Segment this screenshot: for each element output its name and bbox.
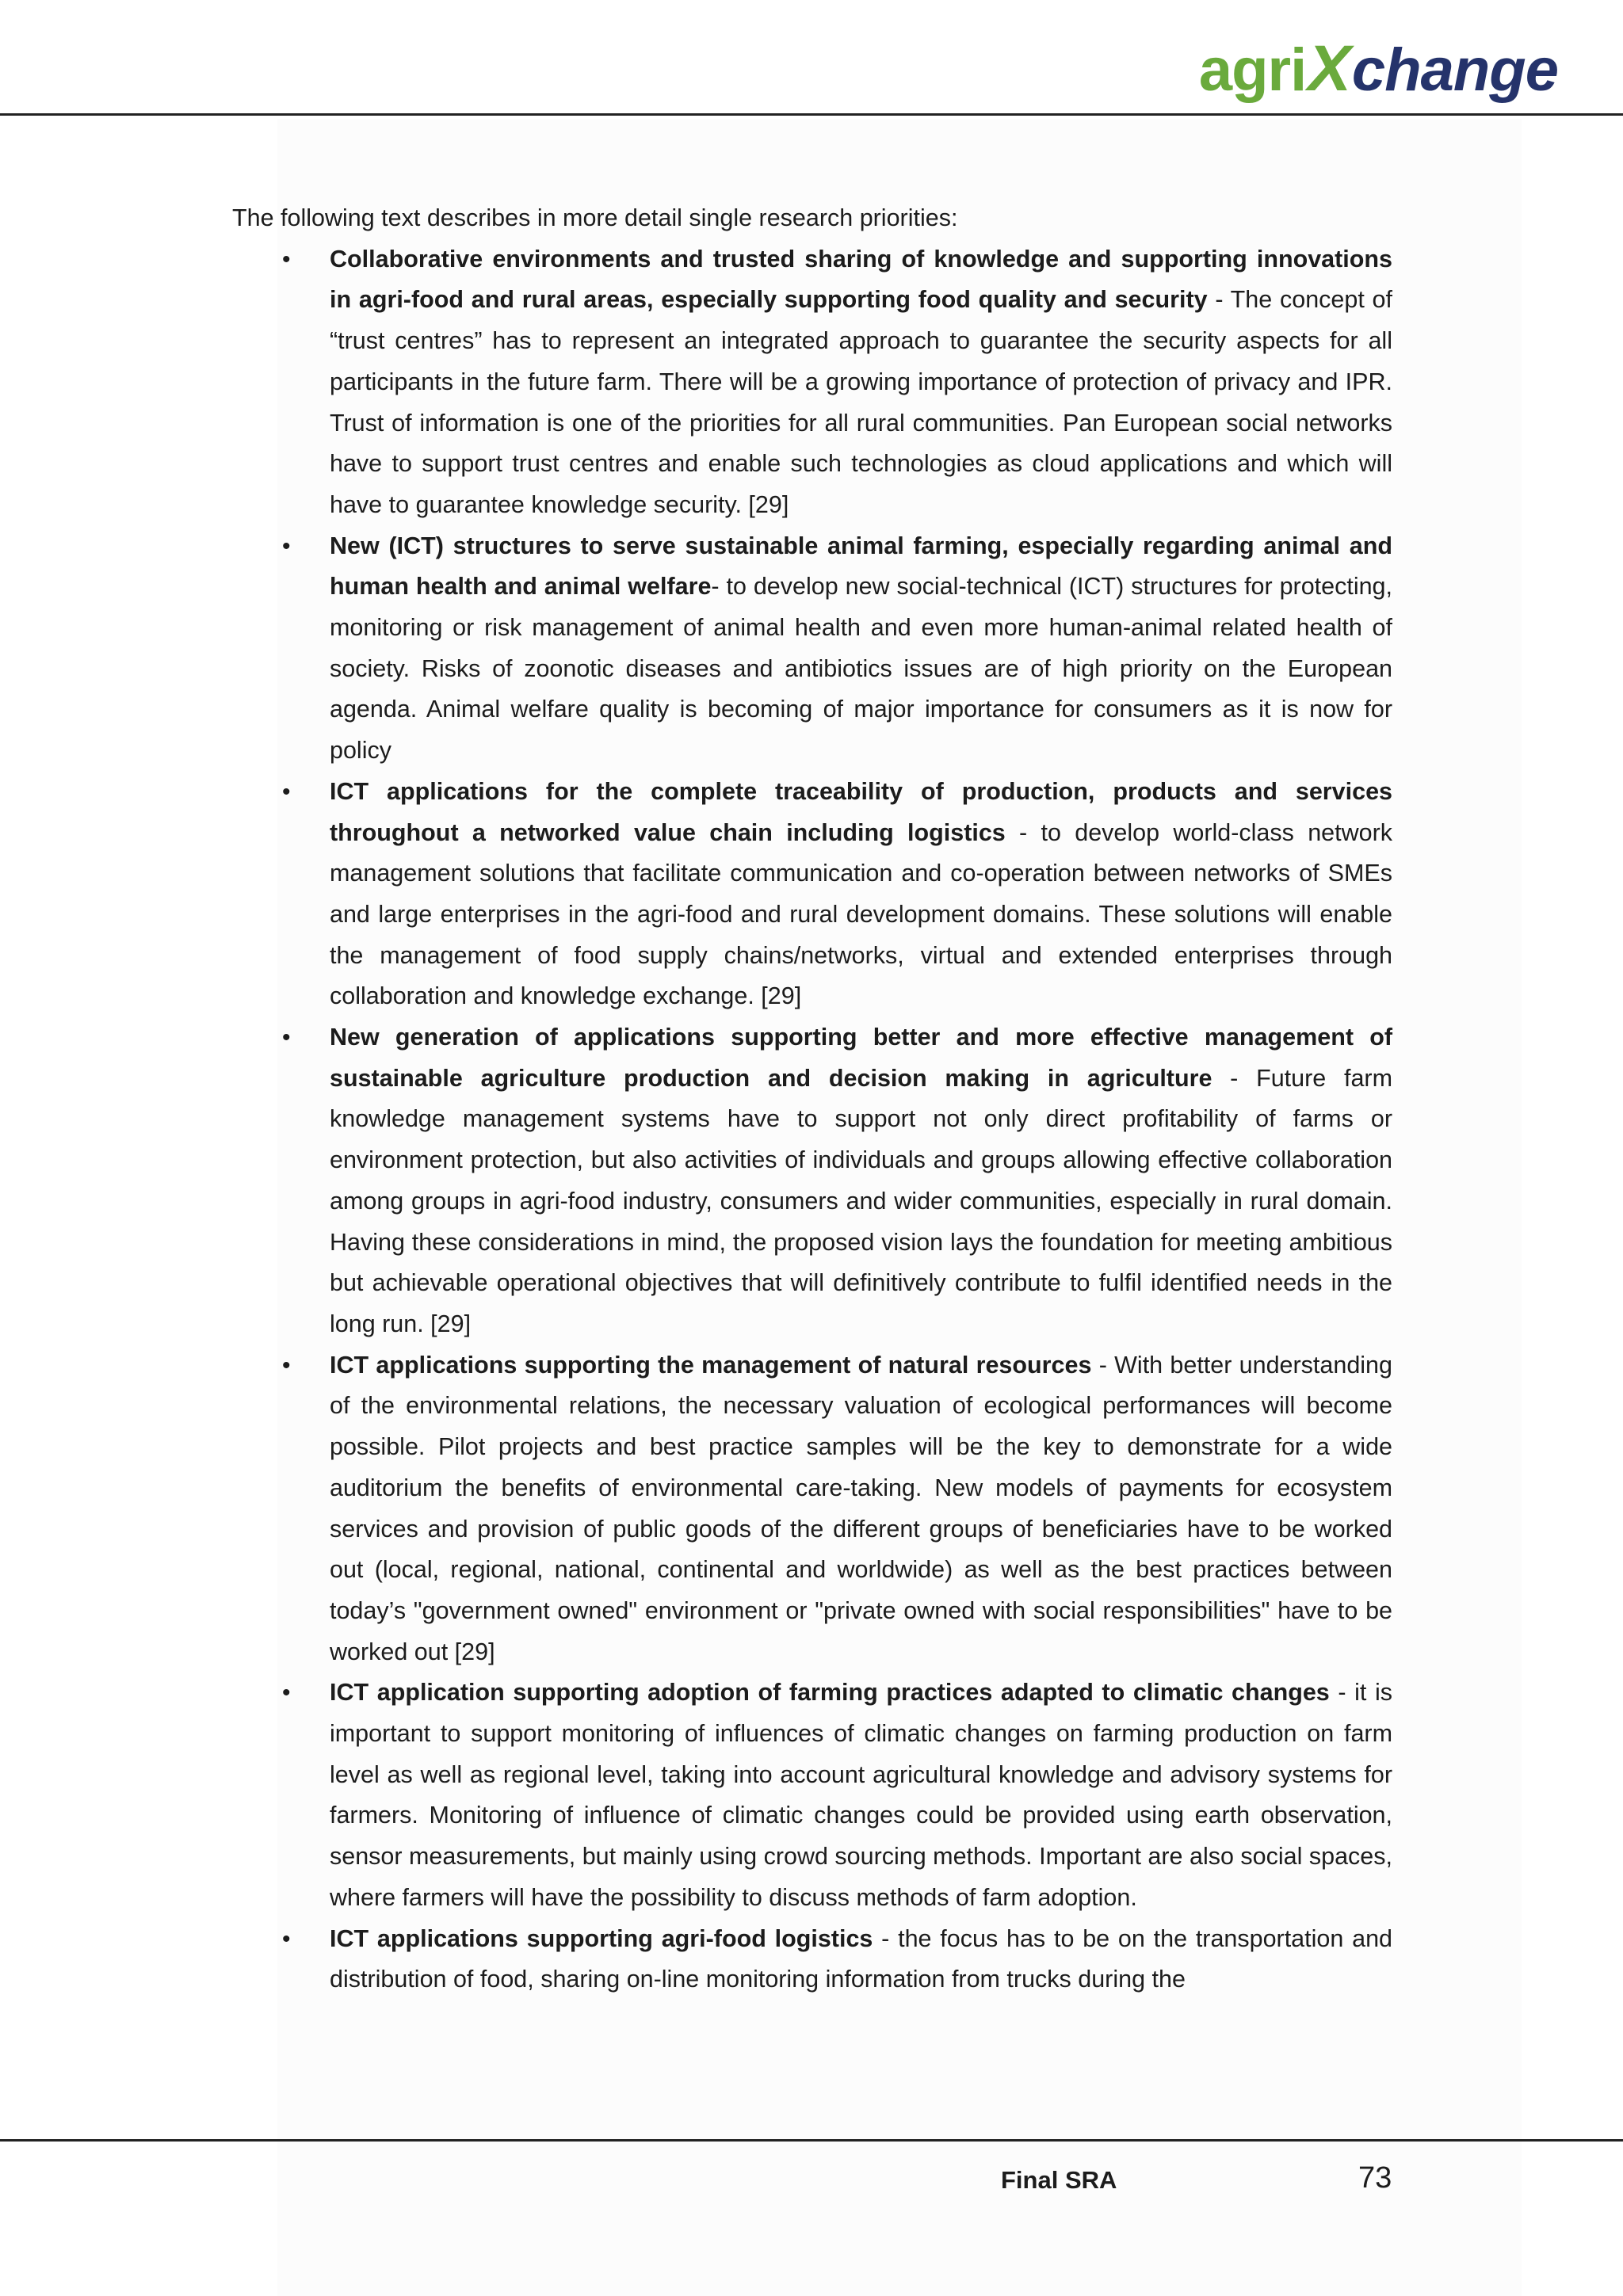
item-title: Collaborative environments and trusted sharing of knowledge and supporting innovations in agri-food and rural areas, especially supporting food quality and security	[330, 245, 1392, 314]
list-item	[232, 1345, 1392, 1673]
list-item	[232, 526, 1392, 772]
item-title: ICT applications supporting the management of natural resources	[330, 1351, 1092, 1379]
header-divider	[0, 113, 1623, 116]
item-title: New generation of applications supporting better and more effective management of sustainable agriculture production and decision making in agriculture	[330, 1024, 1392, 1092]
list-item	[232, 772, 1392, 1017]
bullet-icon: •	[282, 1680, 291, 1707]
bullet-icon: •	[282, 246, 291, 273]
bullet-icon: •	[282, 1024, 291, 1051]
footer-label: Final SRA	[1001, 2166, 1117, 2194]
item-text: - it is important to support monitoring of influences of climatic changes on farming production on farm level as well as regional level, taking into account agricultural knowledge and advisory systems for farmers. Monitoring of influence of climatic changes could be provided using earth observation, sensor measurements, but mainly using crowd sourcing methods. Important are also social spaces, where farmers will have the possibility to discuss methods of farm adoption.	[330, 1679, 1393, 1911]
item-text: - With better understanding of the environmental relations, the necessary valuation of ecological performances will become possible. Pilot projects and best practice samples will be the key to demonstrate for a wide auditorium the benefits of environmental care-taking. New models of payments for ecosystem services and provision of public goods of the different groups of beneficiaries have to be worked out (local, regional, national, continental and worldwide) as well as the best practices between today’s "government owned" environment or "private owned with social responsibilities" have to be worked out [29]	[330, 1351, 1392, 1665]
bullet-icon: •	[282, 778, 291, 805]
intro-paragraph: The following text describes in more detail single research priorities:	[232, 204, 958, 231]
logo-change: change	[1351, 36, 1558, 104]
item-text: - The concept of “trust centres” has to represent an integrated approach to guarantee the security aspects for all participants in the future farm. There will be a growing importance of protection of privacy and IPR. Trust of information is one of the priorities for all rural communities. Pan European social networks have to support trust centres and enable such technologies as cloud applications and which will have to guarantee knowledge security. [29]	[330, 286, 1392, 518]
item-title: ICT applications supporting agri-food logistics	[330, 1924, 873, 1952]
bullet-icon: •	[282, 532, 291, 559]
list-item	[232, 1919, 1392, 2000]
item-title: New (ICT) structures to serve sustainable animal farming, especially regarding animal and human health and animal welfare	[330, 532, 1392, 601]
list-item	[232, 239, 1392, 526]
logo-x: X	[1308, 32, 1350, 105]
priority-list	[232, 239, 1392, 2000]
logo-agri: agri	[1198, 36, 1307, 104]
item-title: ICT application supporting adoption of farming practices adapted to climatic changes	[330, 1679, 1330, 1707]
list-item	[232, 1017, 1392, 1345]
item-text: - Future farm knowledge management systems have to support not only direct profitability of farms or environment protection, but also activities of individuals and groups allowing effective collaboration among groups in agri-food industry, consumers and wider communities, especially in rural domain. Having these considerations in mind, the proposed vision lays the foundation for meeting ambitious but achievable operational objectives that will definitively contribute to fulfil identified needs in the long run. [29]	[330, 1064, 1392, 1337]
item-text: - to develop world-class network management solutions that facilitate communication and co-operation between networks of SMEs and large enterprises in the agri-food and rural development domains. These solutions will enable the management of food supply chains/networks, virtual and extended enterprises through collaboration and knowledge exchange. [29]	[330, 818, 1392, 1010]
bullet-icon: •	[282, 1352, 291, 1379]
item-text: - to develop new social-technical (ICT) structures for protecting, monitoring or risk management of animal health and even more human-animal related health of society. Risks of zoonotic diseases and antibiotics issues are of high priority on the European agenda. Animal welfare quality is becoming of major importance for consumers as it is now for policy	[330, 573, 1392, 765]
item-text: - the focus has to be on the transportation and distribution of food, sharing on-line monitoring information from trucks during the	[330, 1924, 1392, 1993]
footer-divider	[0, 2139, 1623, 2142]
list-item	[232, 1672, 1392, 1918]
agrixchange-logo	[1199, 33, 1558, 105]
item-title: ICT applications for the complete traceability of production, products and services throughout a networked value chain including logistics	[330, 777, 1392, 846]
page-number: 73	[1358, 2161, 1392, 2195]
document-body	[232, 198, 1392, 2000]
bullet-icon: •	[282, 1925, 291, 1952]
